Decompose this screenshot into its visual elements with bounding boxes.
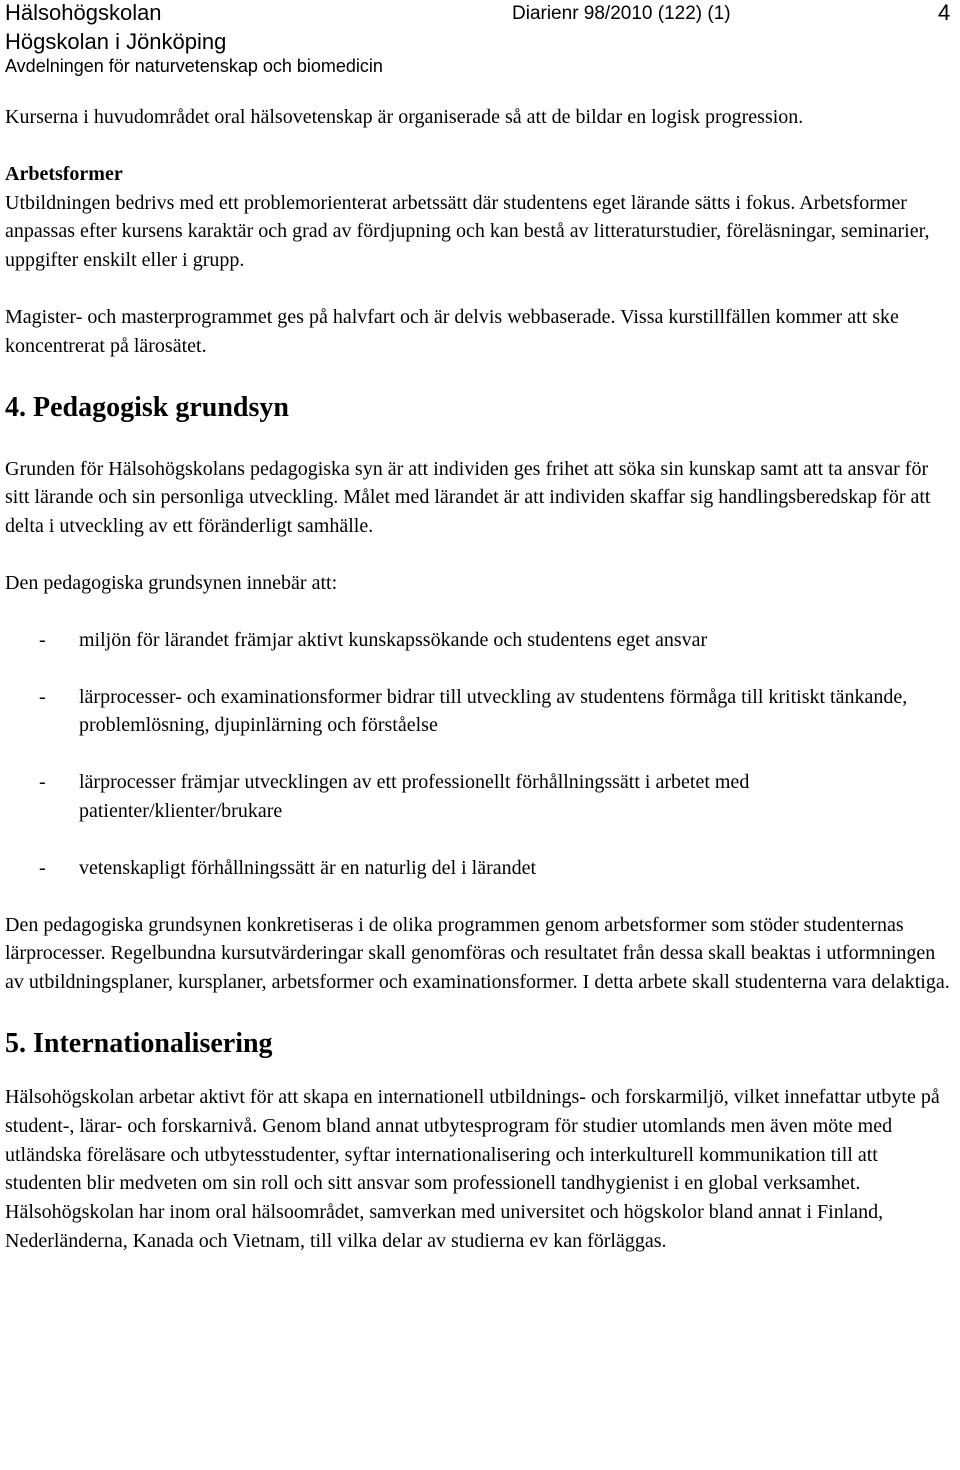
arbetsformer-paragraph-2: Magister- och masterprogrammet ges på halvfart och är delvis webbaserade. Vissa kurstillfällen kommer att ske koncentrerat på lärosätet.	[5, 305, 899, 357]
section-5-heading: 5. Internationalisering	[5, 1027, 273, 1059]
list-item-text: miljön för lärandet främjar aktivt kunskapssökande och studentens eget ansvar	[79, 628, 708, 651]
section-5-paragraph-1: Hälsohögskolan arbetar aktivt för att skapa en internationell utbildnings- och forskarmiljö, vilket innefattar utbyte på student-, lärar- och forskarnivå. Genom bland annat utbytesprogram för studier utomlands men även möte med utländska föreläsare och utbytesstudenter, syftar internationalisering och interkulturell kommunikation till att studenten blir medveten om sin roll och sitt ansvar som professionell tandhygienist i en global verksamhet. Hälsohögskolan har inom oral hälsoområdet, samverkan med universitet och högskolor bland annat i Finland, Nederländerna, Kanada och Vietnam, till vilka delar av studierna ev kan förläggas.	[5, 1085, 940, 1252]
section-4-heading: 4. Pedagogisk grundsyn	[5, 391, 289, 423]
list-dash: -	[39, 685, 46, 708]
list-dash: -	[39, 856, 46, 879]
header-school-name: Hälsohögskolan	[5, 0, 162, 25]
header-university-name: Högskolan i Jönköping	[5, 29, 227, 54]
document-body	[5, 103, 955, 1256]
list-item	[5, 683, 955, 741]
list-item	[5, 854, 955, 883]
arbetsformer-paragraph-1: Utbildningen bedrivs med ett problemorienterat arbetssätt där studentens eget lärande sätts i fokus. Arbetsformer anpassas efter kursens karaktär och grad av fördjupning och kan bestå av litteraturstudier, föreläsningar, seminarier, uppgifter enskilt eller i grupp.	[5, 191, 930, 272]
list-item-text: lärprocesser- och examinationsformer bidrar till utveckling av studentens förmåga till kritiskt tänkande, problemlösning, djupinlärning och förståelse	[79, 685, 908, 737]
section-4-paragraph-2: Den pedagogiska grundsynen innebär att:	[5, 571, 338, 594]
section-4-paragraph-3: Den pedagogiska grundsynen konkretiseras i de olika programmen genom arbetsformer som stöder studenternas lärprocesser. Regelbundna kursutvärderingar skall genomföras och resultatet från dessa skall beaktas i utformningen av utbildningsplaner, kursplaner, arbetsformer och examinationsformer. I detta arbete skall studenterna vara delaktiga.	[5, 913, 950, 994]
list-dash: -	[39, 628, 46, 651]
list-dash: -	[39, 771, 46, 794]
list-item-text: vetenskapligt förhållningssätt är en naturlig del i lärandet	[79, 856, 537, 879]
arbetsformer-heading: Arbetsformer	[5, 162, 123, 185]
list-item	[5, 626, 955, 655]
section-4-paragraph-1: Grunden för Hälsohögskolans pedagogiska syn är att individen ges frihet att söka sin kunskap samt att ta ansvar för sitt lärande och sin personliga utveckling. Målet med lärandet är att individen skaffar sig handlingsberedskap för att delta i utveckling av ett föränderligt samhälle.	[5, 457, 931, 538]
header-diarienr: Diarienr 98/2010 (122) (1)	[512, 3, 731, 24]
page-number: 4	[938, 0, 951, 25]
list-item	[5, 768, 955, 826]
intro-paragraph: Kurserna i huvudområdet oral hälsovetenskap är organiserade så att de bildar en logisk progression.	[5, 106, 804, 128]
header-department: Avdelningen för naturvetenskap och biomedicin	[5, 56, 383, 76]
list-item-text: lärprocesser främjar utvecklingen av ett professionellt förhållningssätt i arbetet med patienter/klienter/brukare	[79, 771, 750, 822]
